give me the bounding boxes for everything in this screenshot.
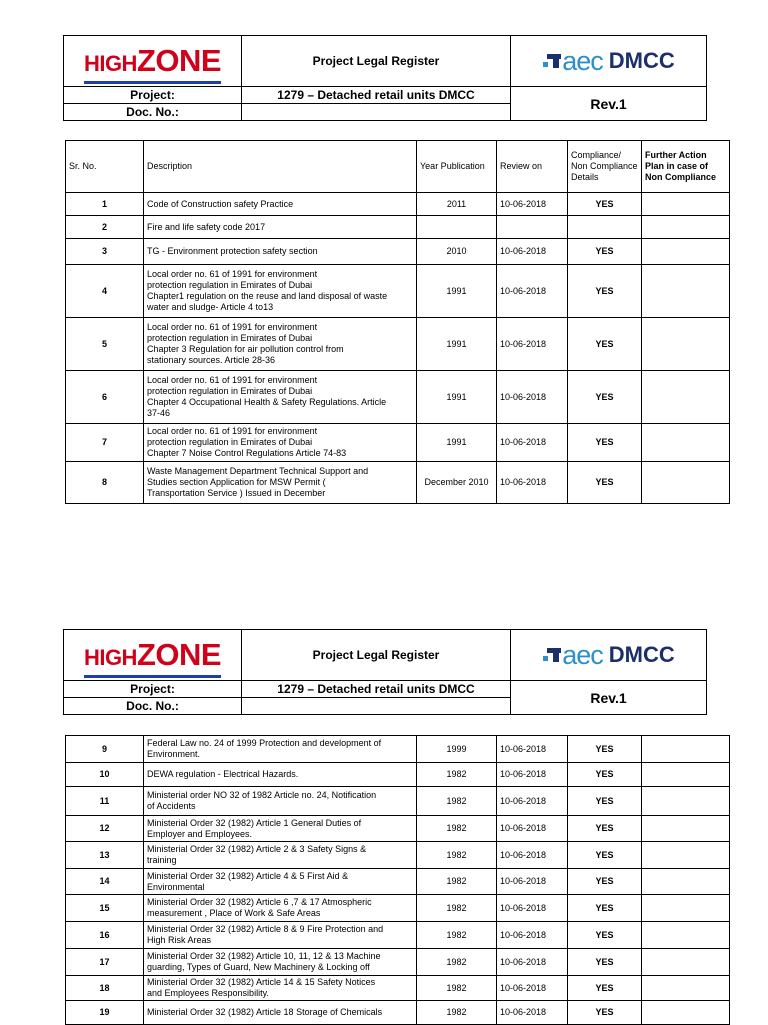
review-date-cell: 10-06-2018 <box>497 869 568 895</box>
sr-no-cell: 17 <box>66 949 144 976</box>
compliance-cell <box>568 216 642 239</box>
col-review: Review on <box>497 141 568 193</box>
project-label: Project: <box>64 87 242 104</box>
further-action-cell <box>642 239 730 265</box>
review-date-cell: 10-06-2018 <box>497 318 568 371</box>
review-date-cell: 10-06-2018 <box>497 424 568 462</box>
legal-register-table-1 <box>65 140 730 504</box>
further-action-cell <box>642 922 730 949</box>
doc-no-label: Doc. No.: <box>64 104 242 121</box>
year-cell <box>417 216 497 239</box>
review-date-cell: 10-06-2018 <box>497 922 568 949</box>
description-line: Local order no. 61 of 1991 for environment <box>147 322 318 332</box>
compliance-cell: YES <box>568 842 642 869</box>
description-line: Chapter 3 Regulation for air pollution control from <box>147 344 344 354</box>
aec-dmcc-logo: aec DMCC <box>511 36 707 87</box>
compliance-cell: YES <box>568 736 642 763</box>
table-header-row <box>66 141 730 193</box>
table-row <box>66 842 730 869</box>
compliance-cell: YES <box>568 371 642 424</box>
description-cell <box>144 193 417 216</box>
col-compliance: Compliance/ Non Compliance Details <box>568 141 642 193</box>
table-row <box>66 869 730 895</box>
table-row <box>66 736 730 763</box>
sr-no-cell: 18 <box>66 976 144 1001</box>
table-row <box>66 787 730 816</box>
description-line: Chapter 7 Noise Control Regulations Article 74-83 <box>147 448 347 458</box>
description-line: protection regulation in Emirates of Dubai <box>147 280 313 290</box>
compliance-cell: YES <box>568 787 642 816</box>
year-cell: 1982 <box>417 1001 497 1025</box>
sr-no-cell: 5 <box>66 318 144 371</box>
description-cell <box>144 371 417 424</box>
compliance-cell: YES <box>568 895 642 922</box>
project-label: Project: <box>64 681 242 698</box>
table-row <box>66 763 730 787</box>
further-action-cell <box>642 1001 730 1025</box>
description-line: protection regulation in Emirates of Dubai <box>147 333 313 343</box>
year-cell: 1982 <box>417 976 497 1001</box>
description-cell <box>144 318 417 371</box>
year-cell: 1982 <box>417 787 497 816</box>
description-line: Chapter1 regulation on the reuse and land disposal of waste <box>147 291 388 301</box>
further-action-cell <box>642 895 730 922</box>
compliance-cell: YES <box>568 976 642 1001</box>
description-line: Federal Law no. 24 of 1999 Protection and development of <box>147 738 382 748</box>
description-line: Environmental <box>147 881 205 892</box>
description-cell <box>144 763 417 787</box>
description-line: Ministerial Order 32 (1982) Article 6 ,7 & 17 Atmospheric <box>147 897 372 907</box>
page1-header <box>63 35 707 121</box>
doc-no-value <box>242 698 511 715</box>
table-row <box>66 371 730 424</box>
revision: Rev.1 <box>511 681 707 715</box>
compliance-cell: YES <box>568 318 642 371</box>
description-line: Chapter 4 Occupational Health & Safety Regulations. Article <box>147 397 387 407</box>
aec-dmcc-logo: aec DMCC <box>511 630 707 681</box>
review-date-cell: 10-06-2018 <box>497 842 568 869</box>
description-line: 37-46 <box>147 408 171 418</box>
aec-mark-icon <box>542 52 562 70</box>
review-date-cell: 10-06-2018 <box>497 239 568 265</box>
document-title: Project Legal Register <box>242 630 511 681</box>
review-date-cell: 10-06-2018 <box>497 895 568 922</box>
description-line: guarding, Types of Guard, New Machinery & Locking off <box>147 962 370 972</box>
description-line: and Employees Responsibility. <box>147 988 269 998</box>
description-line: Environment. <box>147 749 201 759</box>
sr-no-cell: 1 <box>66 193 144 216</box>
review-date-cell: 10-06-2018 <box>497 371 568 424</box>
sr-no-cell: 12 <box>66 816 144 842</box>
table-row <box>66 895 730 922</box>
compliance-cell: YES <box>568 265 642 318</box>
sr-no-cell: 16 <box>66 922 144 949</box>
sr-no-cell: 7 <box>66 424 144 462</box>
further-action-cell <box>642 424 730 462</box>
description-line: Ministerial Order 32 (1982) Article 2 & 3 Safety Signs & <box>147 844 367 854</box>
description-cell <box>144 949 417 976</box>
description-line: Waste Management Department Technical Support and <box>147 466 369 476</box>
sr-no-cell: 13 <box>66 842 144 869</box>
project-value: 1279 – Detached retail units DMCC <box>242 681 511 698</box>
description-line: Employer and Employees. <box>147 828 253 839</box>
table-row <box>66 462 730 504</box>
year-cell: 1991 <box>417 265 497 318</box>
compliance-cell: YES <box>568 424 642 462</box>
year-cell: 1991 <box>417 424 497 462</box>
description-line: Ministerial Order 32 (1982) Article 8 & 9 Fire Protection and <box>147 924 384 934</box>
further-action-cell <box>642 265 730 318</box>
document-title: Project Legal Register <box>242 36 511 87</box>
description-line: DEWA regulation - Electrical Hazards. <box>147 769 299 779</box>
highzone-logo: HIGHZONE <box>64 630 242 681</box>
sr-no-cell: 11 <box>66 787 144 816</box>
description-line: Local order no. 61 of 1991 for environment <box>147 426 318 436</box>
review-date-cell: 10-06-2018 <box>497 265 568 318</box>
review-date-cell <box>497 216 568 239</box>
page2-header <box>63 629 707 715</box>
compliance-cell: YES <box>568 193 642 216</box>
year-cell: December 2010 <box>417 462 497 504</box>
further-action-cell <box>642 869 730 895</box>
compliance-cell: YES <box>568 949 642 976</box>
highzone-logo: HIGHZONE <box>64 36 242 87</box>
year-cell: 1982 <box>417 763 497 787</box>
review-date-cell: 10-06-2018 <box>497 787 568 816</box>
description-line: Transportation Service ) Issued in December <box>147 488 326 498</box>
description-line: Local order no. 61 of 1991 for environment <box>147 375 318 385</box>
description-cell <box>144 424 417 462</box>
description-line: Ministerial order NO 32 of 1982 Article no. 24, Notification <box>147 790 377 800</box>
col-description: Description <box>144 141 417 193</box>
compliance-cell: YES <box>568 239 642 265</box>
description-line: Ministerial Order 32 (1982) Article 10, 11, 12 & 13 Machine <box>147 951 381 961</box>
sr-no-cell: 10 <box>66 763 144 787</box>
table-row <box>66 816 730 842</box>
sr-no-cell: 9 <box>66 736 144 763</box>
further-action-cell <box>642 371 730 424</box>
review-date-cell: 10-06-2018 <box>497 976 568 1001</box>
table-row <box>66 976 730 1001</box>
compliance-cell: YES <box>568 763 642 787</box>
description-line: water and sludge- Article 4 to13 <box>147 302 274 312</box>
description-cell <box>144 787 417 816</box>
compliance-cell: YES <box>568 869 642 895</box>
compliance-cell: YES <box>568 1001 642 1025</box>
compliance-cell: YES <box>568 462 642 504</box>
description-line: High Risk Areas <box>147 935 212 945</box>
further-action-cell <box>642 193 730 216</box>
table-row <box>66 1001 730 1025</box>
sr-no-cell: 6 <box>66 371 144 424</box>
review-date-cell: 10-06-2018 <box>497 736 568 763</box>
description-cell <box>144 922 417 949</box>
col-year: Year Publication <box>417 141 497 193</box>
table-row <box>66 949 730 976</box>
description-line: stationary sources. Article 28-36 <box>147 355 276 365</box>
legal-register-table-2 <box>65 735 730 1025</box>
table-row <box>66 318 730 371</box>
year-cell: 2010 <box>417 239 497 265</box>
description-line: of Accidents <box>147 801 196 811</box>
description-line: measurement , Place of Work & Safe Areas <box>147 908 321 918</box>
year-cell: 1991 <box>417 318 497 371</box>
review-date-cell: 10-06-2018 <box>497 193 568 216</box>
sr-no-cell: 3 <box>66 239 144 265</box>
doc-no-label: Doc. No.: <box>64 698 242 715</box>
review-date-cell: 10-06-2018 <box>497 949 568 976</box>
col-further-action: Further Action Plan in case of Non Compliance <box>642 141 730 193</box>
doc-no-value <box>242 104 511 121</box>
description-line: TG - Environment protection safety section <box>147 246 318 256</box>
further-action-cell <box>642 736 730 763</box>
description-line: Local order no. 61 of 1991 for environment <box>147 269 318 279</box>
description-cell <box>144 462 417 504</box>
description-line: Fire and life safety code 2017 <box>147 221 266 232</box>
sr-no-cell: 2 <box>66 216 144 239</box>
description-line: Code of Construction safety Practice <box>147 198 294 209</box>
description-line: Ministerial Order 32 (1982) Article 4 & 5 First Aid & <box>147 870 349 881</box>
compliance-cell: YES <box>568 922 642 949</box>
further-action-cell <box>642 949 730 976</box>
year-cell: 1982 <box>417 895 497 922</box>
year-cell: 2011 <box>417 193 497 216</box>
description-cell <box>144 976 417 1001</box>
description-cell <box>144 216 417 239</box>
further-action-cell <box>642 763 730 787</box>
further-action-cell <box>642 216 730 239</box>
description-cell <box>144 869 417 895</box>
description-cell <box>144 736 417 763</box>
aec-mark-icon <box>542 646 562 664</box>
table-row <box>66 193 730 216</box>
compliance-cell: YES <box>568 816 642 842</box>
review-date-cell: 10-06-2018 <box>497 763 568 787</box>
year-cell: 1982 <box>417 842 497 869</box>
description-line: protection regulation in Emirates of Dubai <box>147 386 313 396</box>
review-date-cell: 10-06-2018 <box>497 816 568 842</box>
description-cell <box>144 842 417 869</box>
description-cell <box>144 816 417 842</box>
description-cell <box>144 895 417 922</box>
table-row <box>66 265 730 318</box>
year-cell: 1999 <box>417 736 497 763</box>
further-action-cell <box>642 842 730 869</box>
further-action-cell <box>642 462 730 504</box>
description-line: Studies section Application for MSW Permit ( <box>147 477 326 487</box>
table-row <box>66 424 730 462</box>
year-cell: 1982 <box>417 816 497 842</box>
col-sr-no: Sr. No. <box>66 141 144 193</box>
sr-no-cell: 15 <box>66 895 144 922</box>
year-cell: 1982 <box>417 869 497 895</box>
sr-no-cell: 19 <box>66 1001 144 1025</box>
description-cell <box>144 1001 417 1025</box>
further-action-cell <box>642 976 730 1001</box>
description-cell <box>144 239 417 265</box>
sr-no-cell: 8 <box>66 462 144 504</box>
sr-no-cell: 14 <box>66 869 144 895</box>
revision: Rev.1 <box>511 87 707 121</box>
table-row <box>66 216 730 239</box>
further-action-cell <box>642 816 730 842</box>
description-line: Ministerial Order 32 (1982) Article 14 & 15 Safety Notices <box>147 977 376 987</box>
description-cell <box>144 265 417 318</box>
sr-no-cell: 4 <box>66 265 144 318</box>
description-line: Ministerial Order 32 (1982) Article 18 Storage of Chemicals <box>147 1007 383 1017</box>
further-action-cell <box>642 787 730 816</box>
year-cell: 1991 <box>417 371 497 424</box>
year-cell: 1982 <box>417 949 497 976</box>
description-line: protection regulation in Emirates of Dubai <box>147 437 313 447</box>
review-date-cell: 10-06-2018 <box>497 1001 568 1025</box>
description-line: training <box>147 855 177 865</box>
further-action-cell <box>642 318 730 371</box>
description-line: Ministerial Order 32 (1982) Article 1 General Duties of <box>147 817 362 828</box>
year-cell: 1982 <box>417 922 497 949</box>
table-row <box>66 239 730 265</box>
table-row <box>66 922 730 949</box>
review-date-cell: 10-06-2018 <box>497 462 568 504</box>
project-value: 1279 – Detached retail units DMCC <box>242 87 511 104</box>
